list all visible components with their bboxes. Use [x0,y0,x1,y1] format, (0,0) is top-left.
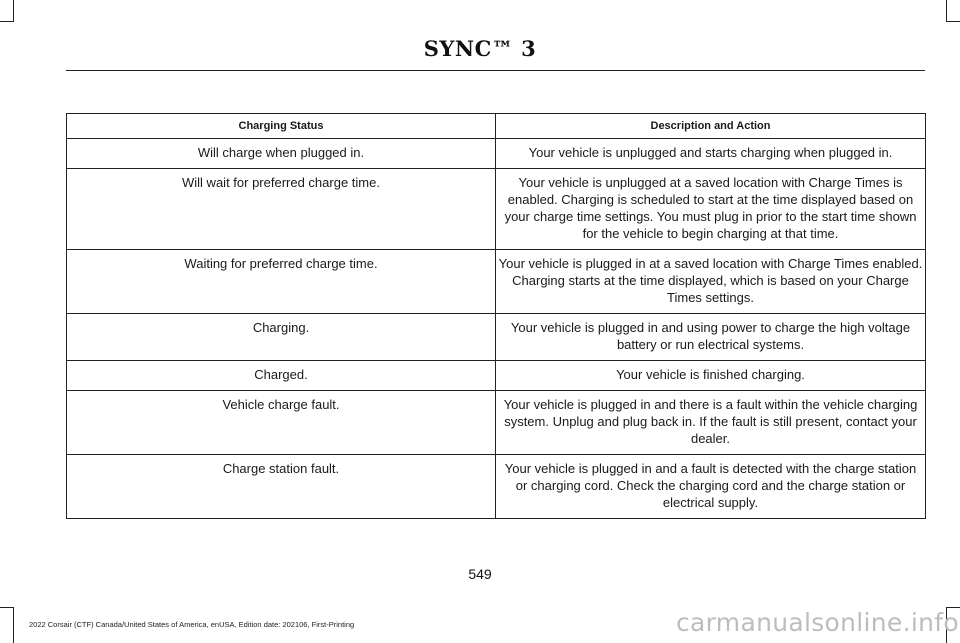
page-number: 549 [468,566,492,582]
status-cell: Charge station fault. [67,455,496,519]
status-cell: Charging. [67,314,496,361]
crop-mark [13,0,14,22]
description-cell: Your vehicle is plugged in and a fault is detected with the charge station or charging cord. Check the charging cord and the charge station or electrical supply. [496,455,926,519]
status-cell: Charged. [67,361,496,391]
crop-mark [13,607,14,643]
edition-footer: 2022 Corsair (CTF) Canada/United States of America, enUSA, Edition date: 202106, First-Printing [29,620,355,629]
table-row [67,361,926,391]
crop-mark [0,607,14,608]
crop-mark [946,0,947,22]
table-row [67,169,926,250]
header-divider [66,70,925,71]
table-header-row [67,114,926,139]
status-cell: Vehicle charge fault. [67,391,496,455]
description-cell: Your vehicle is plugged in at a saved location with Charge Times enabled. Charging starts at the time displayed, which is based on your Charge Times settings. [496,250,926,314]
crop-mark [946,21,960,22]
crop-mark [0,21,14,22]
table-row [67,250,926,314]
page-header-title: SYNC™ 3 [423,36,537,61]
status-cell: Waiting for preferred charge time. [67,250,496,314]
charging-status-table [66,113,926,519]
description-cell: Your vehicle is plugged in and using power to charge the high voltage battery or run electrical systems. [496,314,926,361]
description-cell: Your vehicle is finished charging. [496,361,926,391]
table-row [67,455,926,519]
column-header-charging-status: Charging Status [67,114,496,139]
description-cell: Your vehicle is plugged in and there is a fault within the vehicle charging system. Unplug and plug back in. If the fault is still present, contact your dealer. [496,391,926,455]
description-cell: Your vehicle is unplugged and starts charging when plugged in. [496,139,926,169]
table-row [67,314,926,361]
table-row [67,139,926,169]
table-row [67,391,926,455]
description-cell: Your vehicle is unplugged at a saved location with Charge Times is enabled. Charging is scheduled to start at the time displayed based on your charge time settings. You must plug in prior to the start time shown for the vehicle to begin charging at that time. [496,169,926,250]
status-cell: Will charge when plugged in. [67,139,496,169]
watermark: carmanualsonline.info [676,608,959,637]
column-header-description: Description and Action [496,114,926,139]
status-cell: Will wait for preferred charge time. [67,169,496,250]
